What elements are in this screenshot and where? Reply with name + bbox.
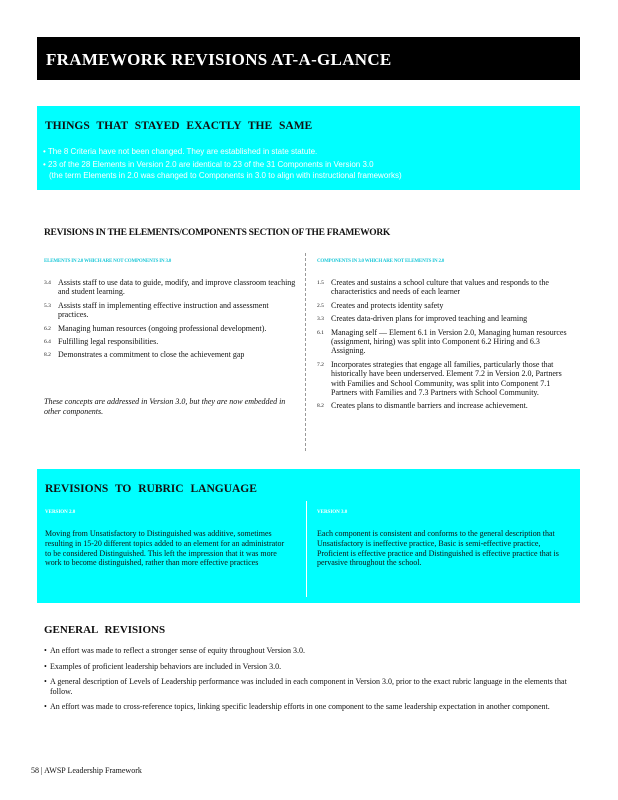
elements-section-title: REVISIONS IN THE ELEMENTS/COMPONENTS SECTION OF THE FRAMEWORK <box>44 228 391 238</box>
list-item: 8.2 Demonstrates a commitment to close the achievement gap <box>44 350 245 360</box>
list-item: 5.3 Assists staff in implementing effective instruction and assessment practices. <box>44 300 269 320</box>
list-item: 3.3 Creates data-driven plans for improved teaching and learning <box>317 314 528 324</box>
unchanged-item: • The 8 Criteria have not been changed. They are established in state statute. <box>43 147 318 156</box>
list-item: • An effort was made to cross-reference topics, linking specific leadership efforts in one component to the same leadership expectation in another component. <box>44 702 574 712</box>
rubric-divider <box>306 501 307 597</box>
elements-left-heading: ELEMENTS IN 2.0 WHICH ARE NOT COMPONENTS IN 3.0 <box>44 259 172 264</box>
new-components-list <box>317 278 572 415</box>
page-footer: 58 | AWSP Leadership Framework <box>31 766 142 775</box>
list-item: 7.2 Incorporates strategies that engage all families, particularly those that historically have been underserved. Element 7.2 in Version 2.0, Partners with Families and School Community, was split into Component 7.1 Partners with Families and 7.3 Partners with School Community. <box>317 359 562 398</box>
list-item: 3.4 Assists staff to use data to guide, modify, and improve classroom teaching and student learning. <box>44 278 296 297</box>
list-item: • A general description of Levels of Leadership performance was included in each component in Version 3.0, prior to the exact rubric language in the elements that follow. <box>44 677 574 696</box>
version-3-heading: VERSION 3.0 <box>317 510 348 515</box>
list-item: 2.5 Creates and protects identity safety <box>317 300 444 310</box>
list-item: • Examples of proficient leadership behaviors are included in Version 3.0. <box>44 662 574 672</box>
column-divider <box>305 253 306 451</box>
version-2-heading: VERSION 2.0 <box>45 510 76 515</box>
page-title: FRAMEWORK REVISIONS AT-A-GLANCE <box>46 50 392 69</box>
embedded-note: These concepts are addressed in Version 3.0, but they are now embedded in other components. <box>44 397 286 416</box>
list-item: 6.2 Managing human resources (ongoing professional development). <box>44 323 267 333</box>
version-3-text: Each component is consistent and conforms to the general description that Unsatisfactory is ineffective practice, Basic is semi-effective practice, Proficient is effective practice and Distinguished is effective practice that is pervasive throughout the school. <box>317 529 559 568</box>
rubric-title: REVISIONS TO RUBRIC LANGUAGE <box>45 483 257 495</box>
list-item: 6.1 Managing self — Element 6.1 in Version 2.0, Managing human resources (assignment, hiring) was split into Component 6.2 Hiring and 6.3 Assigning. <box>317 327 567 356</box>
list-item: 6.4 Fulfilling legal responsibilities. <box>44 337 159 347</box>
unchanged-list <box>43 146 402 181</box>
list-item: 8.2 Creates plans to dismantle barriers and increase achievement. <box>317 401 528 411</box>
elements-right-heading: COMPONENTS IN 3.0 WHICH ARE NOT ELEMENTS IN 2.0 <box>317 259 445 264</box>
unchanged-title: THINGS THAT STAYED EXACTLY THE SAME <box>45 120 313 132</box>
general-title: GENERAL REVISIONS <box>44 624 166 636</box>
unchanged-item: • 23 of the 28 Elements in Version 2.0 are identical to 23 of the 31 Components in Version 3.0 (the term Elements in 2.0 was changed to Components in 3.0 to align with instructional frameworks) <box>43 160 402 180</box>
rubric-section <box>37 469 580 603</box>
list-item: 1.5 Creates and sustains a school culture that values and responds to the characteristics and needs of each learner <box>317 278 549 297</box>
title-banner <box>37 37 580 80</box>
list-item: • An effort was made to reflect a stronger sense of equity throughout Version 3.0. <box>44 646 574 656</box>
removed-elements-list <box>44 278 296 364</box>
version-2-text: Moving from Unsatisfactory to Distinguished was additive, sometimes resulting in 15-20 different topics added to an element for an administrator to be considered Distinguished. This left the impression that it was more work to become distinguished, rather than more effective practices <box>45 529 285 568</box>
general-list <box>44 646 574 718</box>
unchanged-section <box>37 106 580 190</box>
